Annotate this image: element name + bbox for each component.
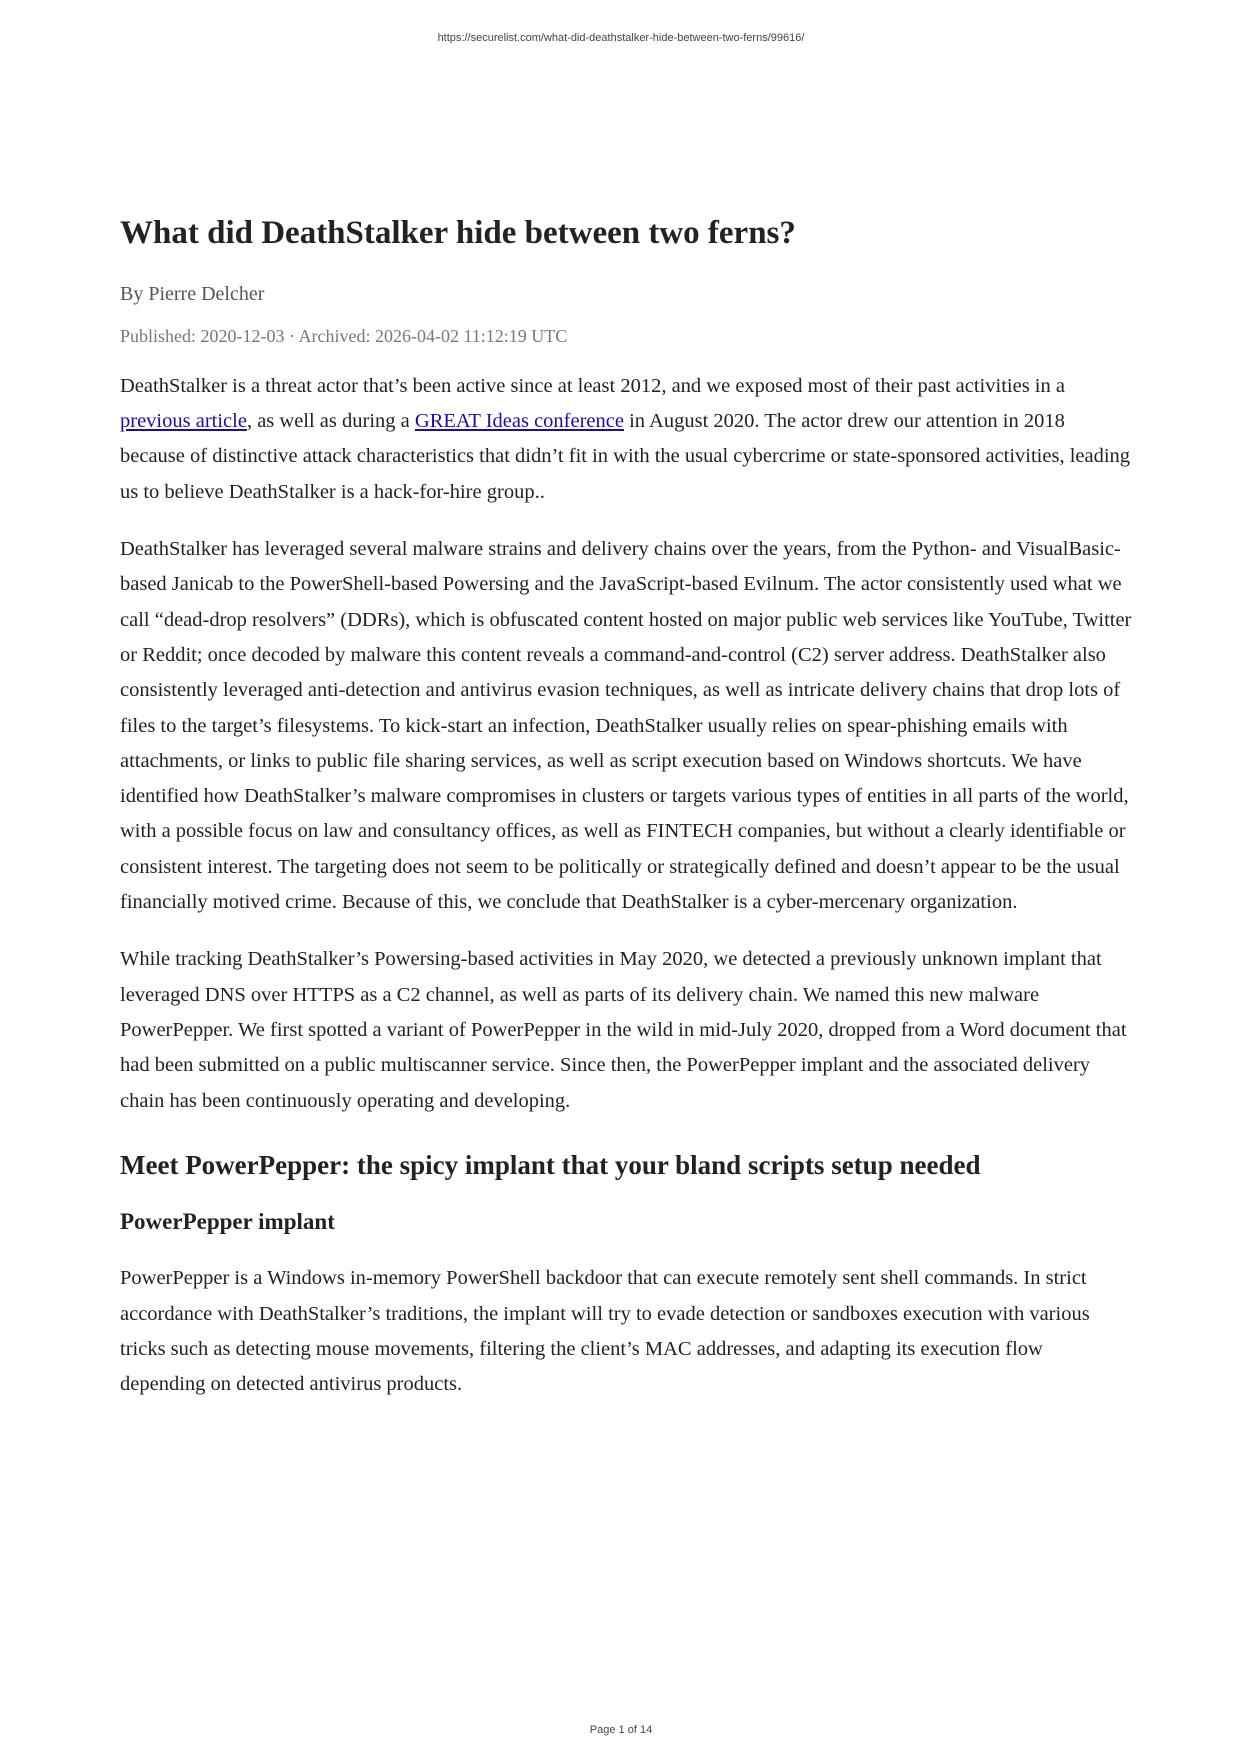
article — [120, 212, 1132, 1424]
text: in August 2020. The actor drew our attention in 2018 because of distinctive attack characteristics that didn’t fit in with the usual cybercrime or state-sponsored activities, leading us to believe DeathStalker is a hack-for-hire group.. — [120, 410, 1131, 503]
paragraph-3: While tracking DeathStalker’s Powersing-based activities in May 2020, we detected a previously unknown implant that leveraged DNS over HTTPS as a C2 channel, as well as parts of its delivery chain. We named this new malware PowerPepper. We first spotted a variant of PowerPepper in the wild in mid-July 2020, dropped from a Word document that had been submitted on a public multiscanner service. Since then, the PowerPepper implant and the associated delivery chain has been continuously operating and developing. — [120, 948, 1127, 1112]
section-heading: Meet PowerPepper: the spicy implant that your bland scripts setup needed — [120, 1149, 981, 1180]
paragraph-2: DeathStalker has leveraged several malware strains and delivery chains over the years, from the Python- and VisualBasic-based Janicab to the PowerShell-based Powersing and the JavaScript-based Evilnum. The actor consistently used what we call “dead-drop resolvers” (DDRs), which is obfuscated content hosted on major public web services like YouTube, Twitter or Reddit; once decoded by malware this content reveals a command-and-control (C2) server address. DeathStalker also consistently leveraged anti-detection and antivirus evasion techniques, as well as intricate delivery chains that drop lots of files to the target’s filesystems. To kick-start an infection, DeathStalker usually relies on spear-phishing emails with attachments, or links to public file sharing services, as well as script execution based on Windows shortcuts. We have identified how DeathStalker’s malware compromises in clusters or targets various types of entities in all parts of the world, with a possible focus on law and consultancy offices, as well as FINTECH companies, but without a clearly identifiable or consistent interest. The targeting does not seem to be politically or strategically defined and doesn’t appear to be the usual financially motived crime. Because of this, we conclude that DeathStalker is a cyber-mercenary organization. — [120, 538, 1132, 914]
previous-article-link[interactable]: previous article — [120, 410, 247, 433]
text: DeathStalker is a threat actor that’s been active since at least 2012, and we exposed most of their past activities in a — [120, 374, 1065, 397]
paragraph-4: PowerPepper is a Windows in-memory PowerShell backdoor that can execute remotely sent shell commands. In strict accordance with DeathStalker’s traditions, the implant will try to evade detection or sandboxes execution with various tricks such as detecting mouse movements, filtering the client’s MAC addresses, and adapting its execution flow depending on detected antivirus products. — [120, 1267, 1090, 1396]
article-title: What did DeathStalker hide between two ferns? — [120, 215, 796, 251]
subsection-heading: PowerPepper implant — [120, 1209, 335, 1235]
page-url-header: https://securelist.com/what-did-deathstalker-hide-between-two-ferns/99616/ — [437, 32, 805, 44]
great-ideas-link[interactable]: GREAT Ideas conference — [414, 410, 624, 433]
author-byline: By Pierre Delcher — [120, 282, 265, 305]
page-number: Page 1 of 14 — [589, 1724, 653, 1736]
text: , as well as during a — [246, 410, 415, 433]
publish-meta: Published: 2020-12-03 · Archived: 2026-04-02 11:12:19 UTC — [120, 325, 568, 346]
paragraph-intro — [120, 369, 1132, 510]
